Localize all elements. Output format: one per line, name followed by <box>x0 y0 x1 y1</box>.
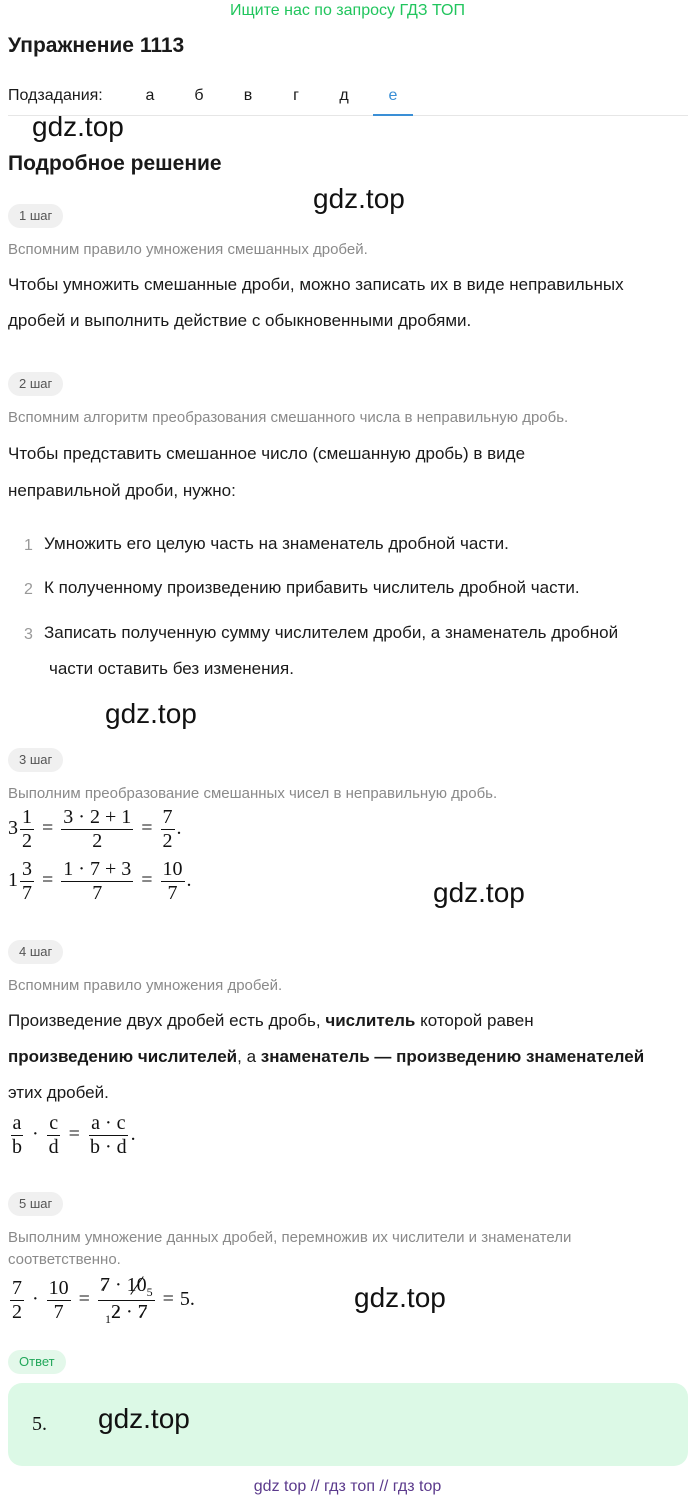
watermark: gdz.top <box>354 1282 446 1313</box>
step-hint: Выполним преобразование смешанных чисел в неправильную дробь. <box>8 785 498 802</box>
step-badge: 3 шаг <box>8 748 63 772</box>
step-text: Чтобы умножить смешанные дроби, можно записать их в виде неправильных <box>8 275 624 294</box>
equation-2: 1 $\frac{3}{7}$ = $\frac{1 \cdot 7 + 3}{7}$ = $\frac{10}{7}$ . <box>8 858 192 904</box>
step-text: этих дробей. <box>8 1083 109 1102</box>
list-item-continued: части оставить без изменения. <box>49 659 294 678</box>
tab-b[interactable]: б <box>194 87 204 104</box>
step-hint: Выполним умножение данных дробей, перемножив их числители и знаменатели <box>8 1229 572 1246</box>
fraction: $\frac{10}{7}$ <box>162 858 183 904</box>
step-badge: 4 шаг <box>8 940 63 964</box>
tab-g[interactable]: г <box>293 87 299 104</box>
whole-part: 1 <box>8 869 18 892</box>
step-badge: 1 шаг <box>8 204 63 228</box>
answer-value: 5. <box>32 1413 47 1435</box>
fraction: $\frac{7}{2}$ <box>162 806 173 852</box>
tab-v[interactable]: в <box>243 87 253 104</box>
list-item: Записать полученную сумму числителем дроби, а знаменатель дробной <box>44 623 619 642</box>
solution-title: Подробное решение <box>8 152 222 175</box>
step-text: дробей и выполнить действие с обыкновенными дробями. <box>8 311 472 330</box>
step-text: Произведение двух дробей есть дробь, числитель которой равен <box>8 1011 534 1030</box>
step-badge: 2 шаг <box>8 372 63 396</box>
page-title: Упражнение 1113 <box>8 34 185 57</box>
step-badge: 5 шаг <box>8 1192 63 1216</box>
list-item: К полученному произведению прибавить числитель дробной части. <box>44 578 580 597</box>
step-hint: соответственно. <box>8 1251 121 1268</box>
fraction: $\frac{1 \cdot 7 + 3}{7}$ <box>63 858 132 904</box>
fraction: $\frac{3 \cdot 2 + 1}{2}$ <box>63 806 132 852</box>
subtasks-label: Подзадания: <box>8 87 103 104</box>
fraction: $\frac{1}{2}$ <box>22 806 32 852</box>
step-text: произведению числителей, а знаменатель — произведению знаменателей <box>8 1047 645 1066</box>
tab-a[interactable]: а <box>145 87 155 104</box>
list-number: 1 <box>24 537 33 554</box>
list-item: Умножить его целую часть на знаменатель дробной части. <box>44 534 509 553</box>
watermark: gdz.top <box>32 111 124 142</box>
whole-part: 3 <box>8 817 18 840</box>
step-hint: Вспомним алгоритм преобразования смешанного числа в неправильную дробь. <box>8 409 569 426</box>
watermark: gdz.top <box>105 698 197 729</box>
footer-links[interactable]: gdz top // гдз топ // гдз top <box>253 1478 442 1495</box>
step-hint: Вспомним правило умножения смешанных дробей. <box>8 241 368 258</box>
equation-1: 3 $\frac{1}{2}$ = $\frac{3 \cdot 2 + 1}{2}$ = $\frac{7}{2}$ . <box>8 806 182 852</box>
calculation: $\frac{7}{2}$ · $\frac{10}{7}$ = $\frac{7 \cdot 10_5}{_12 \cdot 7}$ = 5. <box>12 1274 195 1326</box>
step-text: неправильной дроби, нужно: <box>8 481 236 500</box>
step-hint: Вспомним правило умножения дробей. <box>8 977 283 994</box>
watermark: gdz.top <box>433 877 525 908</box>
list-number: 3 <box>24 626 33 643</box>
watermark: gdz.top <box>98 1403 190 1434</box>
fraction: $\frac{3}{7}$ <box>22 858 32 904</box>
watermark: gdz.top <box>313 183 405 214</box>
list-number: 2 <box>24 581 33 598</box>
step-text: Чтобы представить смешанное число (смешанную дробь) в виде <box>8 444 526 463</box>
promo-banner[interactable]: Ищите нас по запросу ГДЗ ТОП <box>230 2 465 19</box>
multiplication-formula: $\frac{a}{b}$ · $\frac{c}{d}$ = $\frac{a \cdot c}{b \cdot d}$ . <box>12 1112 136 1158</box>
answer-badge: Ответ <box>8 1350 66 1374</box>
tab-e[interactable]: е <box>373 87 413 116</box>
tab-d[interactable]: д <box>339 87 349 104</box>
